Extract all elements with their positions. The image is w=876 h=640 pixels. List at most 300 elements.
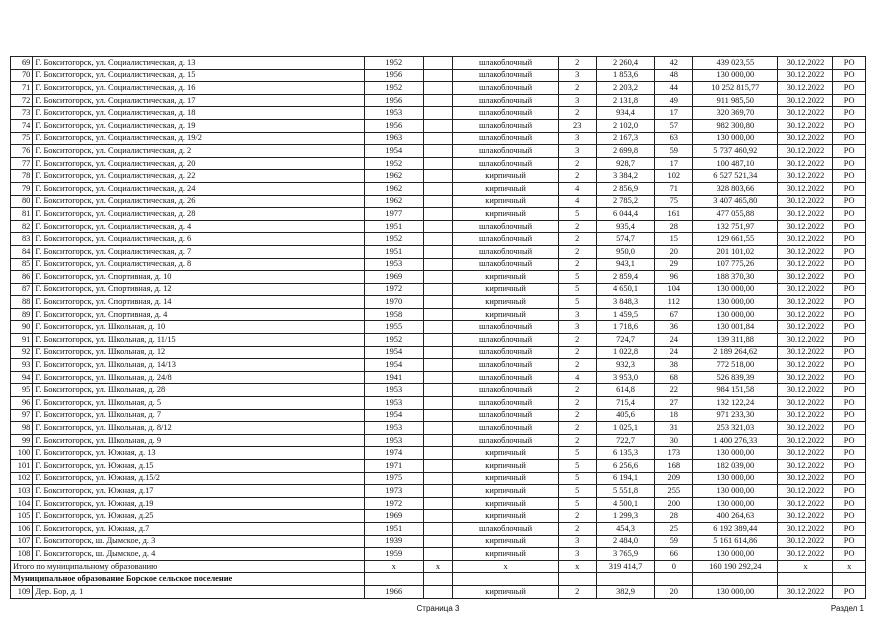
cell-fl: 4 [558,195,596,208]
cell-area: 722,7 [596,434,655,447]
cell-n: 84 [11,245,33,258]
cell-n: 99 [11,434,33,447]
cell-fl: 3 [558,308,596,321]
cell-fl: 2 [558,245,596,258]
cell-n: 103 [11,485,33,498]
cell-area: 3 848,3 [596,296,655,309]
cell-res: 59 [655,535,693,548]
table-row [11,245,866,258]
cell-date: 30.12.2022 [778,460,833,473]
cell-fl: 2 [558,422,596,435]
cell-sum: 526 839,39 [693,371,778,384]
cell-date: 30.12.2022 [778,447,833,460]
cell-date: 30.12.2022 [778,208,833,221]
cell-sum: 10 252 815,77 [693,82,778,95]
cell-area: 2 167,3 [596,132,655,145]
cell-src: РО [833,460,866,473]
table-row [11,220,866,233]
cell-src: РО [833,497,866,510]
cell-date: 30.12.2022 [778,220,833,233]
table-row [11,460,866,473]
cell-n: 80 [11,195,33,208]
cell-res: 31 [655,422,693,435]
cell-src: РО [833,157,866,170]
cell-fl: 5 [558,296,596,309]
table-row [11,308,866,321]
cell-n: 77 [11,157,33,170]
cell-date: 30.12.2022 [778,346,833,359]
cell-empty [423,422,452,435]
cell-n: 90 [11,321,33,334]
table-row [11,371,866,384]
cell-date: 30.12.2022 [778,535,833,548]
cell-area: 6 194,1 [596,472,655,485]
cell-mat: кирпичный [453,296,559,309]
cell-sum: 188 370,30 [693,271,778,284]
cell-area: 2 203,2 [596,82,655,95]
cell-area: 6 135,3 [596,447,655,460]
cell-year: 1977 [364,208,423,221]
cell-addr: Г. Бокситогорск, ул. Социалистическая, д. 7 [33,245,364,258]
cell-res: 96 [655,271,693,284]
cell-src: РО [833,334,866,347]
cell-empty [423,472,452,485]
cell-year: 1951 [364,522,423,535]
cell-addr: Г. Бокситогорск, ул. Школьная, д. 10 [33,321,364,334]
cell-res: 168 [655,460,693,473]
section-title: Муниципальное образование Борское сельское поселение [11,573,365,586]
cell-addr: Г. Бокситогорск, ул. Спортивная, д. 12 [33,283,364,296]
cell-year: 1954 [364,359,423,372]
cell-empty [423,208,452,221]
cell-mat: шлакоблочный [453,434,559,447]
table-row [11,233,866,246]
cell-addr: Г. Бокситогорск, ул. Социалистическая, д. 18 [33,107,364,120]
cell-mat: шлакоблочный [453,94,559,107]
cell-addr: Г. Бокситогорск, ул. Южная, д.15 [33,460,364,473]
cell-res: 44 [655,82,693,95]
cell-fl: 5 [558,460,596,473]
cell-year: 1952 [364,57,423,70]
cell-n: 94 [11,371,33,384]
cell-year: 1953 [364,258,423,271]
table-row [11,296,866,309]
cell-date: 30.12.2022 [778,132,833,145]
table-row [11,434,866,447]
cell-mat: шлакоблочный [453,522,559,535]
cell-n: 79 [11,182,33,195]
cell-fl: 2 [558,107,596,120]
cell-year: 1958 [364,308,423,321]
cell-mat: кирпичный [453,208,559,221]
cell-n: 81 [11,208,33,221]
table-row [11,497,866,510]
cell-mat: кирпичный [453,485,559,498]
cell-sum: 130 000,00 [693,497,778,510]
cell-area: 2 102,0 [596,119,655,132]
cell-year: 1939 [364,535,423,548]
cell-empty [423,535,452,548]
cell-mat: шлакоблочный [453,157,559,170]
cell-sum: 130 000,00 [693,132,778,145]
table-row [11,57,866,70]
cell-src: РО [833,245,866,258]
cell-fl: 2 [558,522,596,535]
table-row [11,397,866,410]
cell-date: 30.12.2022 [778,308,833,321]
cell-sum: 130 000,00 [693,548,778,561]
cell-res: 75 [655,195,693,208]
cell-res: 20 [655,245,693,258]
cell-fl: 23 [558,119,596,132]
cell-date: 30.12.2022 [778,69,833,82]
table-row [11,472,866,485]
cell-n: 74 [11,119,33,132]
cell-fl: 2 [558,510,596,523]
table-row [11,145,866,158]
cell-src: РО [833,321,866,334]
cell-mat: шлакоблочный [453,119,559,132]
cell-date: 30.12.2022 [778,82,833,95]
cell-res: 104 [655,283,693,296]
cell-mat: шлакоблочный [453,245,559,258]
cell-n: 96 [11,397,33,410]
table-row [11,510,866,523]
cell-fl: 5 [558,283,596,296]
cell-empty [423,82,452,95]
cell-mat: шлакоблочный [453,422,559,435]
cell-n: 108 [11,548,33,561]
cell-year: 1972 [364,497,423,510]
cell-empty [423,69,452,82]
cell-addr: Г. Бокситогорск, ул. Социалистическая, д. 8 [33,258,364,271]
cell-empty [423,94,452,107]
table-row [11,94,866,107]
cell-n: 86 [11,271,33,284]
cell-sum: 201 101,02 [693,245,778,258]
cell-year: 1956 [364,119,423,132]
cell-year: 1954 [364,145,423,158]
cell-addr: Г. Бокситогорск, ул. Южная, д. 13 [33,447,364,460]
cell-date: 30.12.2022 [778,472,833,485]
cell-empty [423,170,452,183]
cell-n: 72 [11,94,33,107]
cell-res: 200 [655,497,693,510]
table-row [11,157,866,170]
cell-empty [423,233,452,246]
table-row [11,447,866,460]
cell-src: РО [833,220,866,233]
cell-src: РО [833,258,866,271]
cell-addr: Г. Бокситогорск, ул. Школьная, д. 11/15 [33,334,364,347]
table-row [11,132,866,145]
cell-src: РО [833,510,866,523]
cell-sum: 2 189 264,62 [693,346,778,359]
cell-empty [423,220,452,233]
table-row [11,258,866,271]
cell-empty [423,107,452,120]
cell-empty [423,346,452,359]
cell-empty [423,334,452,347]
cell-mat: шлакоблочный [453,107,559,120]
cell-n: 88 [11,296,33,309]
cell-mat: кирпичный [453,548,559,561]
cell-res: 112 [655,296,693,309]
cell-res: 38 [655,359,693,372]
cell-mat: шлакоблочный [453,233,559,246]
cell-src: РО [833,308,866,321]
table-row [11,170,866,183]
cell-year: 1952 [364,334,423,347]
cell-mat: шлакоблочный [453,409,559,422]
cell-n: 95 [11,384,33,397]
table-row [11,195,866,208]
cell-area: 928,7 [596,157,655,170]
cell-area: 2 785,2 [596,195,655,208]
cell-sum: 6 192 389,44 [693,522,778,535]
cell-area: 1 459,5 [596,308,655,321]
cell-mat: кирпичный [453,497,559,510]
cell-year: 1951 [364,245,423,258]
cell-year: 1952 [364,157,423,170]
total-sum: 160 190 292,24 [693,560,778,573]
cell-year: 1953 [364,384,423,397]
cell-empty [423,119,452,132]
cell-fl: 2 [558,346,596,359]
table-row [11,485,866,498]
cell-fl: 2 [558,434,596,447]
cell-sum: 477 055,88 [693,208,778,221]
cell-src: РО [833,359,866,372]
cell-res: 25 [655,522,693,535]
cell-addr: Г. Бокситогорск, ул. Социалистическая, д. 28 [33,208,364,221]
cell-sum: 400 264,63 [693,510,778,523]
cell-sum: 772 518,00 [693,359,778,372]
cell-addr: Г. Бокситогорск, ул. Спортивная, д. 10 [33,271,364,284]
cell-fl: 2 [558,397,596,410]
cell-res: 173 [655,447,693,460]
cell-res: 17 [655,107,693,120]
cell-mat: шлакоблочный [453,334,559,347]
cell-date: 30.12.2022 [778,258,833,271]
section-header-row [11,573,866,586]
cell-addr: Г. Бокситогорск, ул. Социалистическая, д. 19/2 [33,132,364,145]
cell-sum: 1 400 276,33 [693,434,778,447]
cell-sum: 6 527 521,34 [693,170,778,183]
cell-empty [423,447,452,460]
cell-n: 76 [11,145,33,158]
cell-src: РО [833,434,866,447]
cell-empty [423,460,452,473]
cell-n: 78 [11,170,33,183]
cell-src: РО [833,472,866,485]
cell-addr: Г. Бокситогорск, ул. Социалистическая, д. 26 [33,195,364,208]
cell-date: 30.12.2022 [778,409,833,422]
cell-year: 1971 [364,460,423,473]
cell-res: 209 [655,472,693,485]
cell-res: 42 [655,57,693,70]
cell-date: 30.12.2022 [778,359,833,372]
cell-res: 30 [655,434,693,447]
cell-fl: 3 [558,321,596,334]
cell-n: 85 [11,258,33,271]
cell-mat: шлакоблочный [453,384,559,397]
cell-fl: 5 [558,208,596,221]
cell-src: РО [833,182,866,195]
cell-date: 30.12.2022 [778,548,833,561]
cell-date: 30.12.2022 [778,510,833,523]
cell-src: РО [833,397,866,410]
cell-area: 934,4 [596,107,655,120]
cell-src: РО [833,94,866,107]
cell-addr: Г. Бокситогорск, ул. Социалистическая, д. 20 [33,157,364,170]
cell-addr: Г. Бокситогорск, ул. Социалистическая, д. 4 [33,220,364,233]
cell-sum: 320 369,70 [693,107,778,120]
cell-src: РО [833,522,866,535]
cell-fl: 4 [558,371,596,384]
cell-res: 18 [655,409,693,422]
cell-sum: 253 321,03 [693,422,778,435]
table-row [11,384,866,397]
cell-src: РО [833,422,866,435]
cell-src: РО [833,447,866,460]
cell-res: 22 [655,384,693,397]
cell-area: 935,4 [596,220,655,233]
cell-year: 1954 [364,346,423,359]
cell-year: 1970 [364,296,423,309]
cell-res: 71 [655,182,693,195]
cell-area: 614,8 [596,384,655,397]
table-row [11,334,866,347]
cell-empty [423,485,452,498]
cell-n: 69 [11,57,33,70]
cell-fl: 2 [558,82,596,95]
cell-src: РО [833,296,866,309]
cell-fl: 2 [558,57,596,70]
cell-empty [423,522,452,535]
cell-sum: 982 300,80 [693,119,778,132]
cell-fl: 3 [558,548,596,561]
page-number: Страница 3 [416,604,460,613]
cell-res: 24 [655,346,693,359]
cell-area: 3 765,9 [596,548,655,561]
cell-addr: Г. Бокситогорск, ул. Социалистическая, д. 22 [33,170,364,183]
cell-area: 4 650,1 [596,283,655,296]
cell-n: 104 [11,497,33,510]
cell-year: 1956 [364,94,423,107]
cell-area: 454,3 [596,522,655,535]
cell-src: РО [833,208,866,221]
cell-src: РО [833,409,866,422]
cell-src: РО [833,119,866,132]
cell-date: 30.12.2022 [778,422,833,435]
cell-area: 950,0 [596,245,655,258]
cell-area: 574,7 [596,233,655,246]
cell-date: 30.12.2022 [778,334,833,347]
cell-addr: Г. Бокситогорск, ул. Южная, д.25 [33,510,364,523]
cell-src: РО [833,132,866,145]
cell-date: 30.12.2022 [778,397,833,410]
cell-mat: шлакоблочный [453,145,559,158]
cell-year: 1969 [364,271,423,284]
cell-mat: шлакоблочный [453,82,559,95]
cell-sum: 5 737 460,92 [693,145,778,158]
cell-year: 1951 [364,220,423,233]
cell-fl: 3 [558,69,596,82]
cell-date: 30.12.2022 [778,145,833,158]
cell-empty [423,182,452,195]
cell-fl: 2 [558,258,596,271]
cell-addr: Г. Бокситогорск, ул. Социалистическая, д. 15 [33,69,364,82]
cell-sum: 182 039,00 [693,460,778,473]
cell-n: 89 [11,308,33,321]
cell-mat: кирпичный [453,182,559,195]
cell-sum: 100 487,10 [693,157,778,170]
cell-n: 105 [11,510,33,523]
cell-src: РО [833,535,866,548]
cell-res: 27 [655,397,693,410]
cell-year: 1941 [364,371,423,384]
cell-fl: 2 [558,233,596,246]
table-row [11,535,866,548]
cell-fl: 3 [558,535,596,548]
cell-src: РО [833,145,866,158]
cell-n: 70 [11,69,33,82]
cell-fl: 2 [558,334,596,347]
cell-n: 97 [11,409,33,422]
cell-res: 48 [655,69,693,82]
cell-res: 49 [655,94,693,107]
cell-src: РО [833,233,866,246]
cell-empty [423,283,452,296]
cell-addr: Г. Бокситогорск, ул. Социалистическая, д. 19 [33,119,364,132]
cell-fl: 2 [558,359,596,372]
cell-date: 30.12.2022 [778,157,833,170]
cell-sum: 130 000,00 [693,283,778,296]
cell-year: 1963 [364,132,423,145]
cell-year: 1972 [364,283,423,296]
cell-fl: 2 [558,220,596,233]
table-row [11,321,866,334]
cell-area: 4 500,1 [596,497,655,510]
cell-date: 30.12.2022 [778,119,833,132]
cell-sum: 328 803,66 [693,182,778,195]
cell-sum: 439 023,55 [693,57,778,70]
table-row [11,359,866,372]
cell-n: 87 [11,283,33,296]
cell-year: 1962 [364,170,423,183]
cell-sum: 129 661,55 [693,233,778,246]
cell-mat: кирпичный [453,308,559,321]
cell-res: 102 [655,170,693,183]
total-row: Итого по муниципальному образованию x x x x 319 414,7 0 160 190 292,24 x x [11,560,866,573]
cell-empty [423,321,452,334]
cell-sum: 130 000,00 [693,447,778,460]
cell-src: РО [833,170,866,183]
cell-n: 107 [11,535,33,548]
cell-addr: Г. Бокситогорск, ул. Школьная, д. 12 [33,346,364,359]
cell-n: 75 [11,132,33,145]
cell-year: 1954 [364,409,423,422]
table-body [11,57,866,561]
cell-mat: кирпичный [453,195,559,208]
cell-area: 943,1 [596,258,655,271]
cell-area: 1 718,6 [596,321,655,334]
cell-fl: 5 [558,271,596,284]
cell-src: РО [833,384,866,397]
cell-fl: 4 [558,182,596,195]
cell-n: 82 [11,220,33,233]
